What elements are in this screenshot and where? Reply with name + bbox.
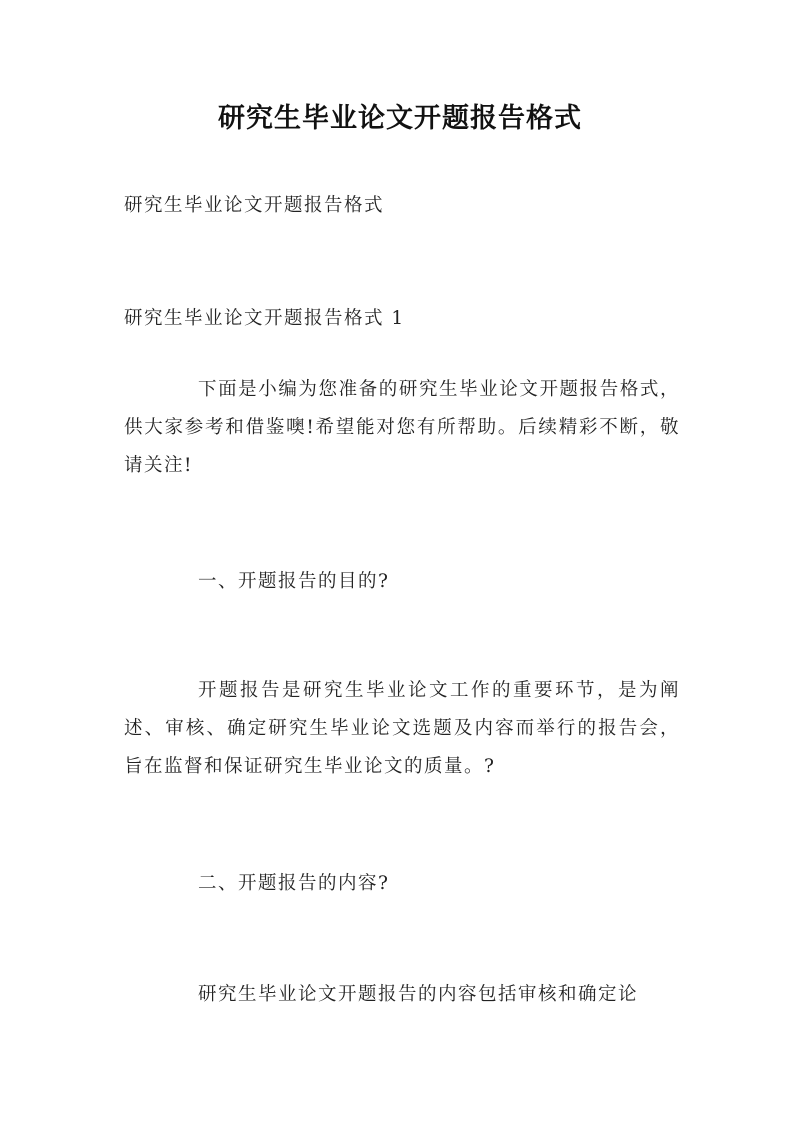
document-title: 研究生毕业论文开题报告格式: [218, 103, 582, 134]
heading-content: 二、开题报告的内容?: [198, 873, 390, 894]
intro-paragraph: 下面是小编为您准备的研究生毕业论文开题报告格式，供大家参考和借鉴噢!希望能对您有所帮助。后续精彩不断，敬请关注!: [124, 379, 680, 476]
paragraph-content: 研究生毕业论文开题报告的内容包括审核和确定论: [198, 984, 639, 1005]
heading-purpose: 一、开题报告的目的?: [198, 571, 390, 592]
section-title: 研究生毕业论文开题报告格式 1: [124, 308, 405, 329]
document-subtitle: 研究生毕业论文开题报告格式: [124, 195, 385, 216]
paragraph-purpose: 开题报告是研究生毕业论文工作的重要环节，是为阐述、审核、确定研究生毕业论文选题及内容而举行的报告会，旨在监督和保证研究生毕业论文的质量。?: [124, 680, 680, 777]
